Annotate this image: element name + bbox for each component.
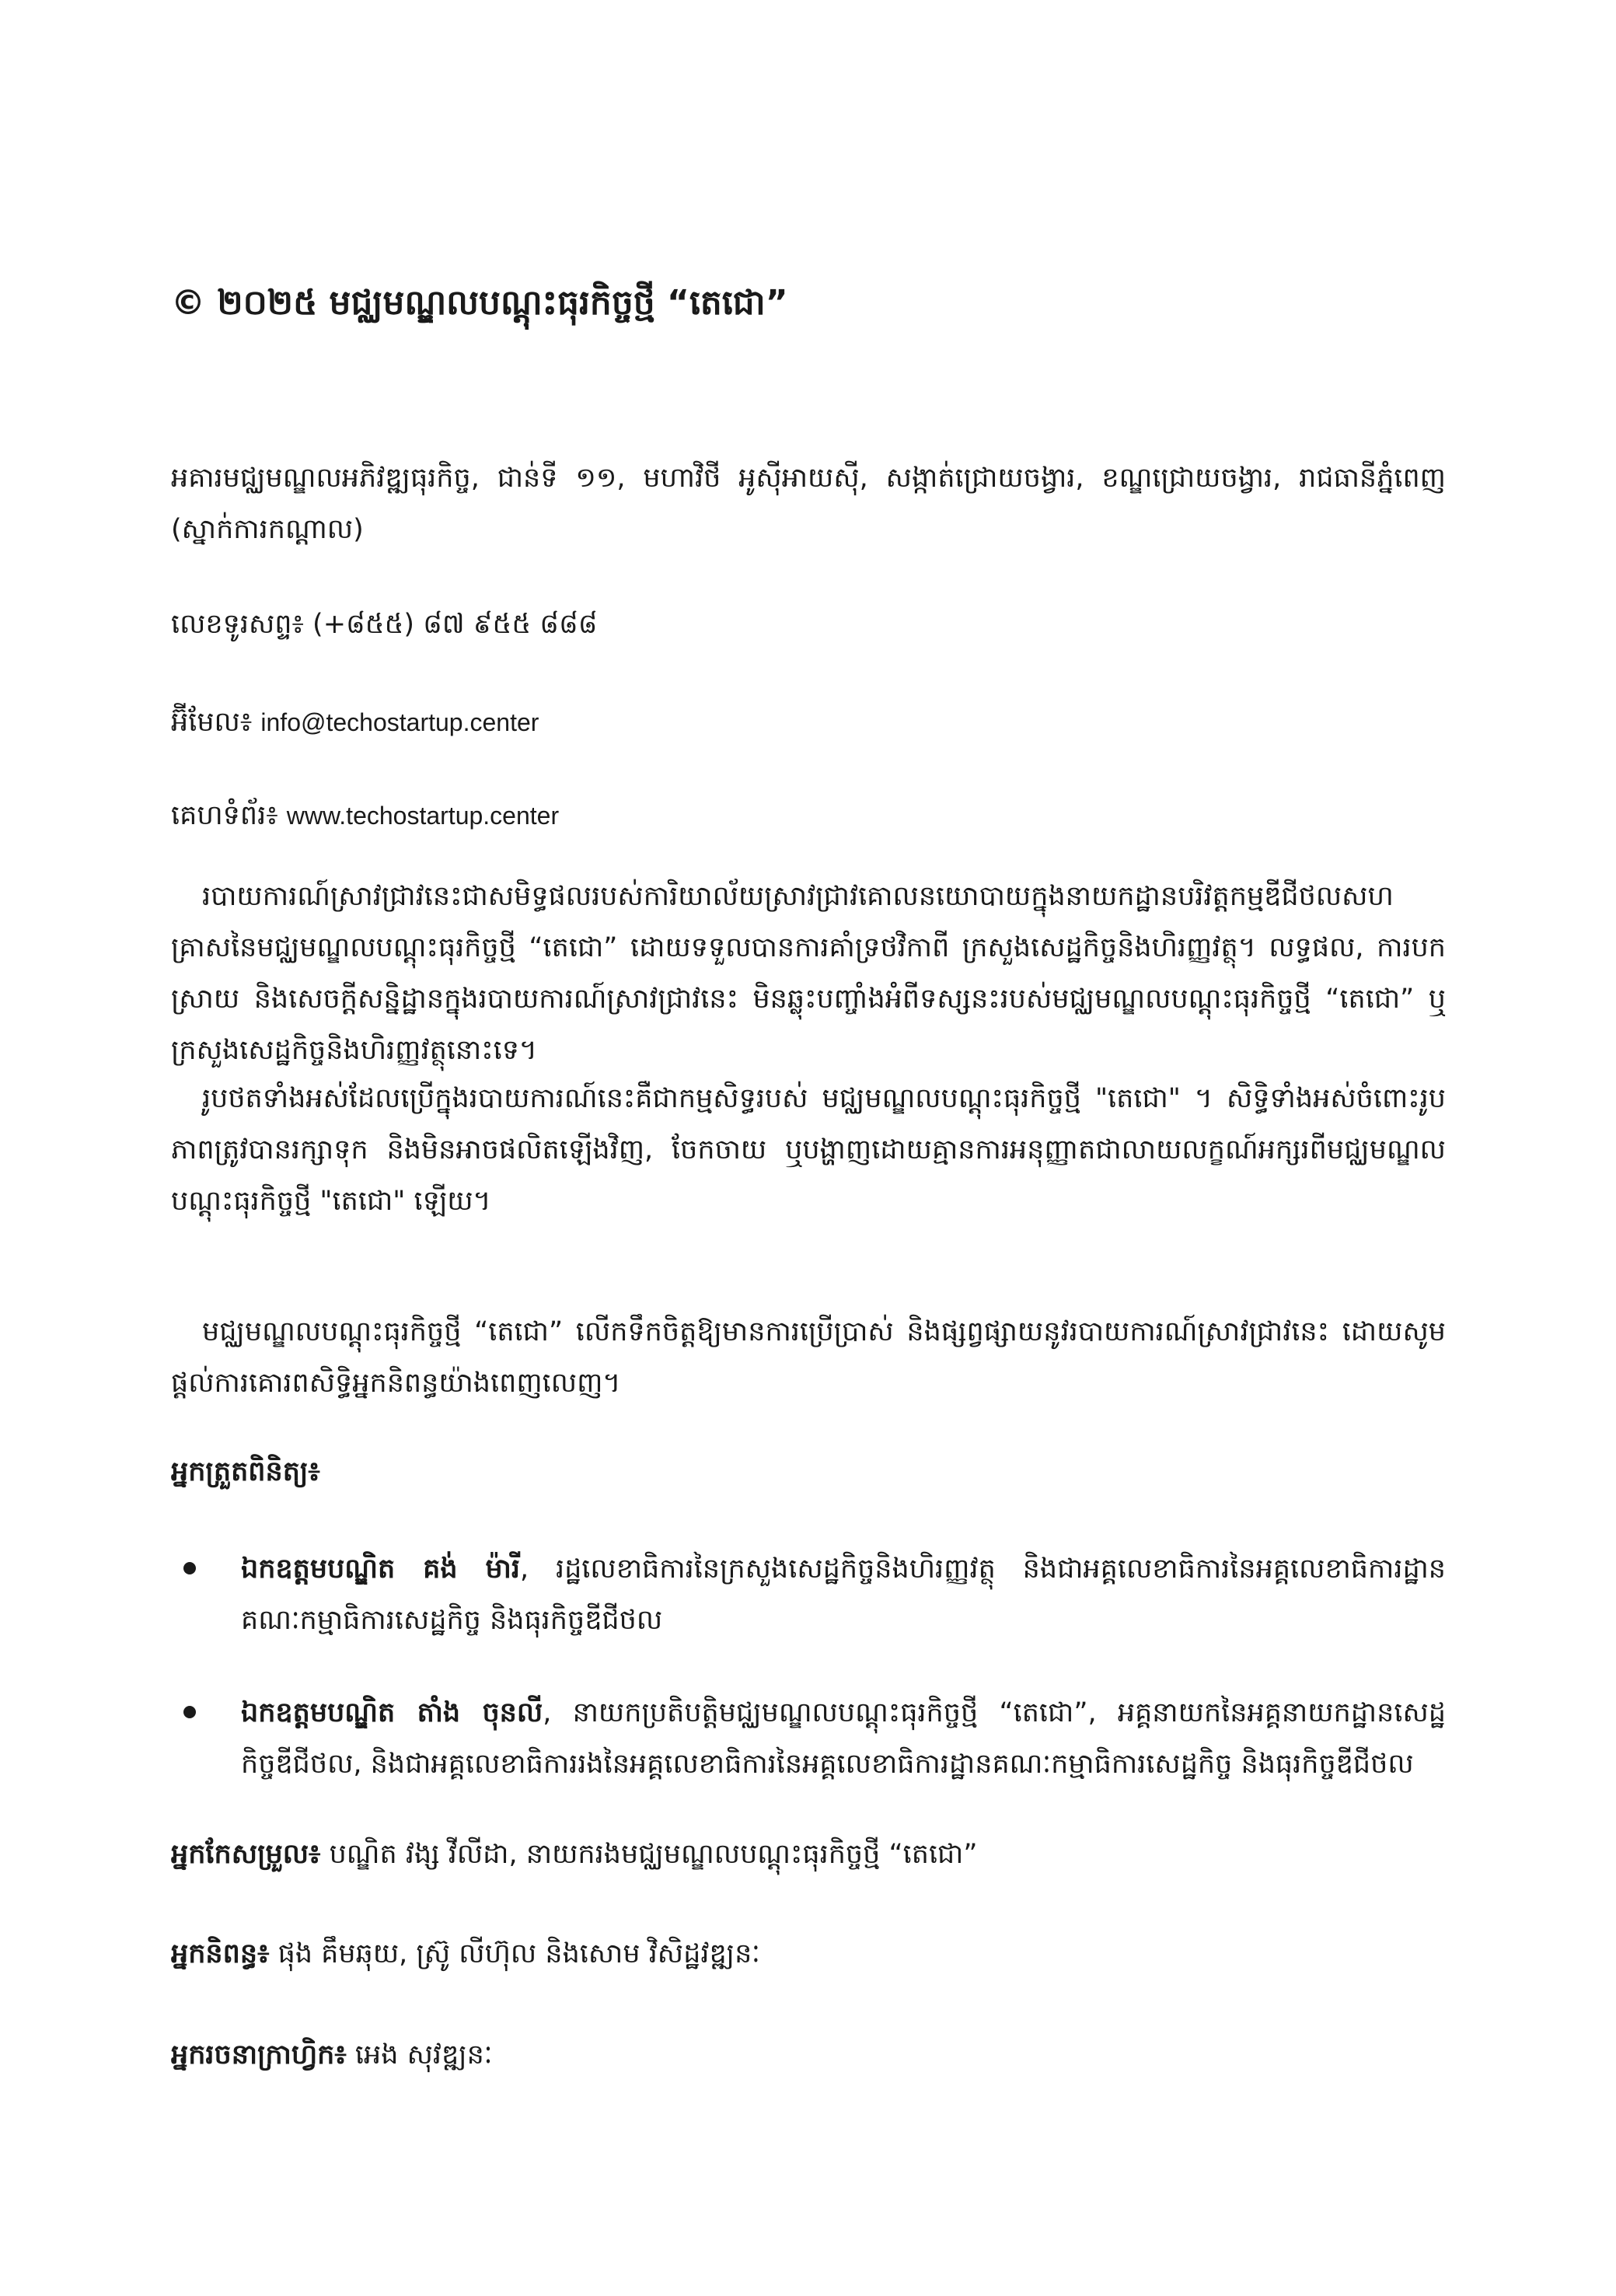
reviewer-name: ឯកឧត្តមបណ្ឌិត គង់ ម៉ារី bbox=[241, 1553, 520, 1585]
credit-label: អ្នកនិពន្ធ៖ bbox=[171, 1938, 270, 1969]
website-line bbox=[171, 790, 1446, 841]
designer-credit bbox=[171, 2029, 1446, 2081]
reviewer-desc: , នាយកប្រតិបត្តិមជ្ឈមណ្ឌលបណ្តុះធុរកិច្ចថ្មី “តេជោ”, អគ្គនាយកនៃអគ្គនាយកដ្ឋានសេដ្ឋកិច្ចឌីជីថល, និងជាអគ្គលេខាធិការរងនៃអគ្គលេខាធិការនៃអគ្គលេខាធិការដ្ឋានគណៈកម្មាធិការសេដ្ឋកិច្ច និងធុរកិច្ចឌីជីថល bbox=[241, 1697, 1446, 1780]
email-line bbox=[171, 697, 1446, 748]
photo-rights-paragraph: រូបថតទាំងអស់ដែលប្រើក្នុងរបាយការណ៍នេះគឺជាកម្មសិទ្ធរបស់ មជ្ឈមណ្ឌលបណ្តុះធុរកិច្ចថ្មី "តេជោ" ។ សិទ្ធិទាំងអស់ចំពោះរូបភាពត្រូវបានរក្សាទុក និងមិនអាចផលិតឡើងវិញ, ចែកចាយ ឬបង្ហាញដោយគ្មានការអនុញ្ញាតជាលាយលក្ខណ៍អក្សរពីមជ្ឈមណ្ឌលបណ្តុះធុរកិច្ចថ្មី "តេជោ" ឡើយ។ bbox=[171, 1083, 1446, 1217]
reviewer-item bbox=[241, 1543, 1446, 1646]
website-value: www.techostartup.center bbox=[286, 802, 560, 830]
reviewers-heading: អ្នកត្រួតពិនិត្យ៖ bbox=[171, 1456, 320, 1487]
reviewer-item bbox=[241, 1687, 1446, 1790]
editor-credit bbox=[171, 1829, 1446, 1880]
reviewer-name: ឯកឧត្តមបណ្ឌិត តាំង ចុនលី bbox=[241, 1697, 543, 1728]
disclaimer-paragraph: របាយការណ៍ស្រាវជ្រាវនេះជាសមិទ្ធផលរបស់ការិយាល័យស្រាវជ្រាវគោលនយោបាយក្នុងនាយកដ្ឋានបរិវត្តកម្មឌីជីថលសហគ្រាសនៃមជ្ឈមណ្ឌលបណ្តុះធុរកិច្ចថ្មី “តេជោ” ដោយទទួលបានការគាំទ្រថវិកាពី ក្រសួងសេដ្ឋកិច្ចនិងហិរញ្ញវត្ថុ។ លទ្ធផល, ការបកស្រាយ និងសេចក្តីសន្និដ្ឋានក្នុងរបាយការណ៍ស្រាវជ្រាវនេះ មិនឆ្លុះបញ្ចាំងអំពីទស្សនះរបស់មជ្ឈមណ្ឌលបណ្តុះធុរកិច្ចថ្មី “តេជោ” ឬក្រសួងសេដ្ឋកិច្ចនិងហិរញ្ញវត្ថុនោះទេ។ bbox=[171, 881, 1446, 1066]
phone-value: (+៨៥៥) ៨៧ ៩៥៥ ៨៨៨ bbox=[312, 609, 598, 640]
credit-value: ផុង គឹមឆុយ, ស្រ៊ូ លីហ៊ុល និងសោម វិសិដ្ឋវឌ្ឍនៈ bbox=[277, 1938, 760, 1969]
credit-label: អ្នកកែសម្រួល៖ bbox=[171, 1839, 321, 1870]
authors-credit bbox=[171, 1928, 1446, 1980]
bullet-icon bbox=[183, 1562, 196, 1574]
usage-paragraph: មជ្ឈមណ្ឌលបណ្តុះធុរកិច្ចថ្មី “តេជោ” លើកទឹកចិត្តឱ្យមានការប្រើប្រាស់ និងផ្សព្វផ្សាយនូវរបាយការណ៍ស្រាវជ្រាវនេះ ដោយសូមផ្តល់ការគោរពសិទ្ធិអ្នកនិពន្ធយ៉ាងពេញលេញ។ bbox=[171, 1316, 1446, 1399]
bullet-icon bbox=[183, 1706, 196, 1718]
phone-line bbox=[171, 599, 1446, 650]
email-label: អ៊ីមែល៖ bbox=[171, 707, 253, 738]
email-value: info@techostartup.center bbox=[260, 708, 539, 736]
credit-label: អ្នករចនាក្រាហ្វិក៖ bbox=[171, 2039, 347, 2071]
credit-value: បណ្ឌិត វង្ស វីលីដា, នាយករងមជ្ឈមណ្ឌលបណ្តុះធុរកិច្ចថ្មី “តេជោ” bbox=[329, 1839, 978, 1870]
phone-label: លេខទូរសព្ទ៖ bbox=[171, 609, 304, 640]
address: អគារមជ្ឈមណ្ឌលអភិវឌ្ឍធុរកិច្ច, ជាន់ទី ១១, មហាវិថី អូស៊ីអាយស៊ី, សង្កាត់ជ្រោយចង្វារ, ខណ្ឌជ្រោយចង្វារ, រាជធានីភ្នំពេញ (ស្នាក់ការកណ្តាល) bbox=[171, 463, 1446, 545]
credit-value: អេង សុវឌ្ឍនៈ bbox=[354, 2039, 493, 2071]
copyright-notice: © ២០២៥ មជ្ឈមណ្ឌលបណ្តុះធុរកិច្ចថ្មី “តេជោ” bbox=[171, 283, 788, 323]
reviewer-desc: , រដ្ឋលេខាធិការនៃក្រសួងសេដ្ឋកិច្ចនិងហិរញ្ញវត្ថុ និងជាអគ្គលេខាធិការនៃអគ្គលេខាធិការដ្ឋានគណៈកម្មាធិការសេដ្ឋកិច្ច និងធុរកិច្ចឌីជីថល bbox=[241, 1553, 1446, 1636]
website-label: គេហទំព័រ៖ bbox=[171, 800, 278, 831]
